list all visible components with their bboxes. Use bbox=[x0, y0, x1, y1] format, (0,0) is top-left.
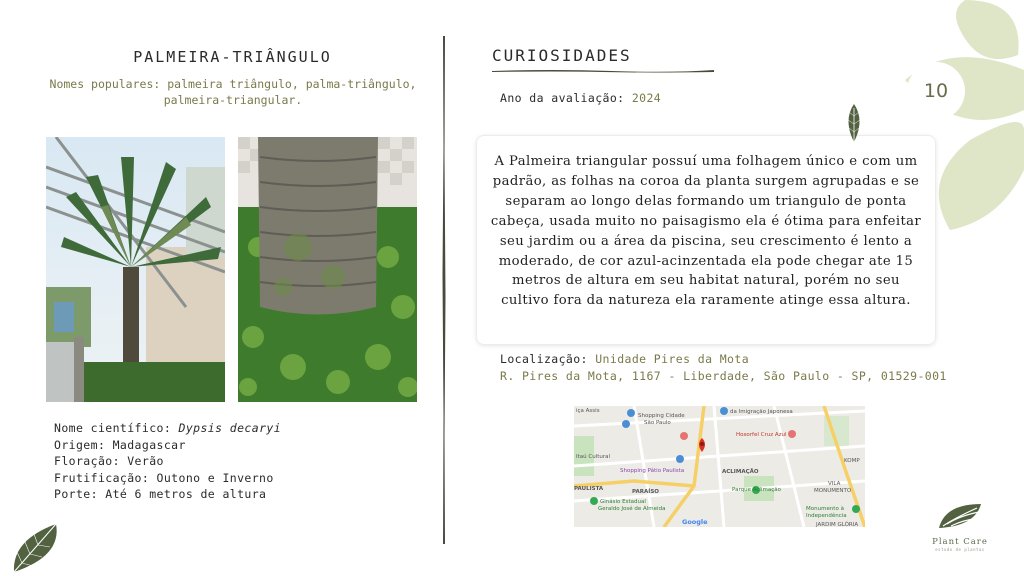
year-label: Ano da avaliação: bbox=[500, 91, 632, 105]
plant-specs bbox=[54, 420, 281, 503]
logo-tagline: estudo de plantas bbox=[935, 547, 985, 552]
map-label: Itaú Cultural bbox=[576, 454, 611, 460]
trunk-photo bbox=[238, 137, 417, 402]
map-label: iça Assis bbox=[576, 408, 600, 414]
size: Porte: Até 6 metros de altura bbox=[54, 487, 267, 501]
map-label: VILA bbox=[828, 481, 841, 487]
logo-name: Plant Care bbox=[932, 537, 988, 547]
map-label: KOMP bbox=[844, 458, 860, 464]
page-number: 10 bbox=[907, 62, 965, 120]
location-label: Localização: bbox=[500, 352, 596, 366]
map-label: PAULISTA bbox=[574, 486, 604, 492]
google-logo: Google bbox=[682, 518, 708, 526]
leaf-icon bbox=[8, 520, 64, 576]
scientific-name-label: Nome científico: bbox=[54, 421, 179, 435]
map-label: Shopping Pátio Paulista bbox=[620, 468, 685, 474]
map-label: Ginásio Estadual bbox=[600, 499, 646, 505]
location-line bbox=[500, 351, 947, 368]
year-value: 2024 bbox=[631, 91, 662, 105]
map-label: Shopping Cidade bbox=[638, 413, 685, 419]
description-text: A Palmeira triangular possuí uma folhagem único e com um padrão, as folhas na coroa da planta surgem agrupadas e se separam ao longo delas formando um triangulo de ponta cabeça, usada muito no paisagismo ela é ótima para enfeitar seu jardim ou a área da piscina, seu crescimento é lento a moderado, de cor azul-acinzentada ela pode chegar ate 15 metros de altura em seu habitat natural, porém no seu cultivo fora da natureza ela raramente atinge essa altura. bbox=[490, 154, 922, 309]
location-block bbox=[500, 351, 947, 385]
map-label: São Paulo bbox=[644, 420, 671, 426]
popular-names bbox=[36, 76, 430, 108]
map-label: JARDIM GLÓRIA bbox=[816, 522, 859, 527]
logo-icon bbox=[935, 500, 985, 532]
plant-title: PALMEIRA-TRIÂNGULO bbox=[133, 48, 332, 66]
map-label: Hoxorfel Cruz Azul bbox=[736, 432, 787, 438]
scientific-name-value: Dypsis decaryi bbox=[178, 421, 282, 435]
evaluation-year bbox=[500, 91, 661, 105]
fruiting: Frutificação: Outono e Inverno bbox=[54, 470, 274, 485]
map-label: ACLIMAÇÃO bbox=[722, 469, 759, 475]
origin: Origem: Madagascar bbox=[54, 437, 186, 452]
map-label: Parque Aclimação bbox=[732, 487, 781, 493]
map-label: Geraldo José de Almeida bbox=[598, 506, 666, 512]
curiosities-title: CURIOSIDADES bbox=[492, 46, 632, 65]
map-label: da Imigração Japonesa bbox=[730, 409, 793, 415]
location-name: Unidade Pires da Mota bbox=[595, 352, 750, 366]
map-label: PARAÍSO bbox=[632, 489, 659, 495]
flowering: Floração: Verão bbox=[54, 454, 164, 468]
plant-care-logo bbox=[920, 500, 1000, 560]
scientific-name bbox=[54, 420, 281, 437]
vertical-divider bbox=[440, 36, 448, 544]
popular-names-line1: Nomes populares: palmeira triângulo, palma-triângulo, bbox=[49, 77, 417, 91]
leaf-icon bbox=[843, 104, 865, 146]
palm-tree-photo bbox=[46, 137, 225, 402]
map-label: Monumento à bbox=[806, 506, 844, 512]
location-map[interactable] bbox=[574, 406, 865, 527]
map-label: MONUMENTO bbox=[814, 488, 852, 494]
map-label: Independência bbox=[806, 513, 847, 519]
popular-names-line2: palmeira-triangular. bbox=[163, 93, 303, 107]
title-underline bbox=[492, 66, 714, 76]
address: R. Pires da Mota, 1167 - Liberdade, São Paulo - SP, 01529-001 bbox=[500, 369, 947, 383]
